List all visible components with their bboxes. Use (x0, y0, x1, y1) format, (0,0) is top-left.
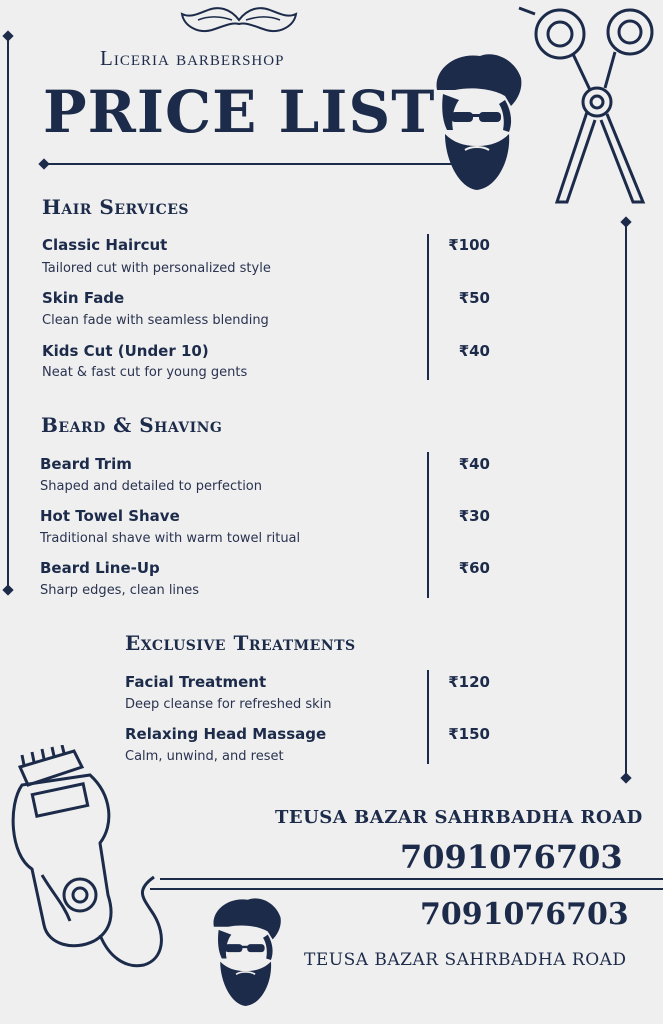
section-title-hair: Hair Services (42, 195, 189, 219)
item-desc: Tailored cut with personalized style (42, 261, 271, 276)
item-price: ₹30 (458, 507, 490, 525)
phone-lower: 7091076703 (420, 897, 629, 932)
mustache-icon (178, 4, 300, 40)
address-lower: TEUSA BAZAR SAHRBADHA ROAD (304, 950, 627, 970)
item-name: Kids Cut (Under 10) (42, 342, 209, 360)
price-divider-beard (427, 452, 429, 598)
hair-clipper-icon (4, 745, 169, 975)
item-desc: Calm, unwind, and reset (125, 749, 284, 764)
item-price: ₹150 (448, 725, 490, 743)
title-divider (44, 163, 459, 165)
section-title-exclusive: Exclusive Treatments (125, 631, 356, 655)
item-desc: Traditional shave with warm towel ritual (40, 531, 301, 546)
footer-line-2 (150, 888, 663, 890)
price-divider-hair (427, 234, 429, 380)
bearded-man-icon (425, 50, 525, 195)
item-desc: Shaped and detailed to perfection (40, 479, 263, 494)
item-price: ₹60 (458, 559, 490, 577)
item-price: ₹40 (458, 342, 490, 360)
section-title-beard: Beard & Shaving (41, 413, 223, 437)
right-line-cap-top (620, 216, 631, 227)
item-name: Hot Towel Shave (40, 507, 180, 525)
bearded-man-icon (203, 895, 285, 1010)
phone-upper: 7091076703 (400, 838, 623, 876)
scissors-icon (515, 2, 660, 207)
shop-name: Liceria barbershop (100, 46, 285, 70)
left-line-cap-top (2, 30, 13, 41)
footer-line-1 (160, 878, 663, 880)
item-name: Beard Line-Up (40, 559, 160, 577)
item-name: Skin Fade (42, 289, 125, 307)
item-name: Classic Haircut (42, 236, 168, 254)
price-divider-exclusive (427, 670, 429, 764)
left-line-cap-bottom (2, 584, 13, 595)
item-desc: Clean fade with seamless blending (42, 313, 269, 328)
page-title: PRICE LIST (43, 78, 436, 146)
right-border-line (625, 222, 627, 777)
item-name: Beard Trim (40, 455, 132, 473)
item-name: Relaxing Head Massage (125, 725, 327, 743)
item-name: Facial Treatment (125, 673, 267, 691)
item-price: ₹50 (458, 289, 490, 307)
item-price: ₹100 (448, 236, 490, 254)
left-border-line (7, 36, 9, 591)
address-upper: TEUSA BAZAR SAHRBADHA ROAD (275, 807, 643, 828)
item-price: ₹120 (448, 673, 490, 691)
divider-cap (38, 158, 49, 169)
item-desc: Deep cleanse for refreshed skin (125, 697, 332, 712)
item-desc: Sharp edges, clean lines (40, 583, 200, 598)
right-line-cap-bottom (620, 772, 631, 783)
item-price: ₹40 (458, 455, 490, 473)
item-desc: Neat & fast cut for young gents (42, 365, 248, 380)
